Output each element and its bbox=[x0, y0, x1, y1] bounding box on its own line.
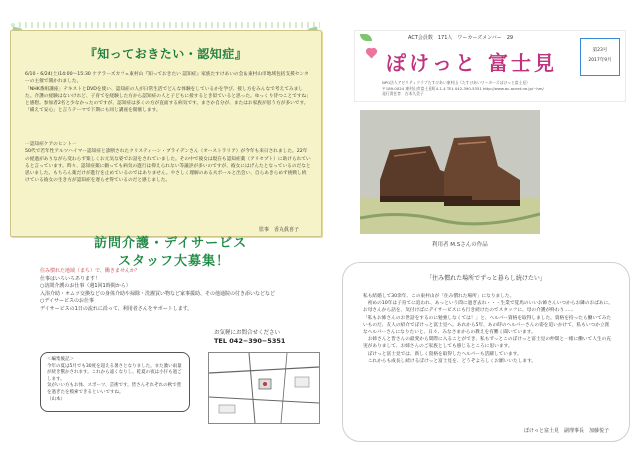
notice-title: 『知っておきたい・認知症』 bbox=[84, 47, 248, 61]
map-icon bbox=[209, 353, 319, 423]
leaf-icon bbox=[360, 34, 372, 41]
recruit-subtitle: スタッフ大募集！ bbox=[118, 254, 231, 269]
location-map bbox=[208, 352, 320, 424]
essay-signature: ぽけっと富士見 副理事長 加藤悦子 bbox=[523, 428, 609, 434]
editor-note-box bbox=[40, 352, 190, 412]
heart-icon bbox=[368, 50, 375, 57]
artwork-image bbox=[360, 110, 540, 234]
artwork-caption: 利用者 M.Sさんの作品 bbox=[432, 242, 488, 248]
recruit-section bbox=[40, 268, 300, 313]
recruit-body: 仕事はいろいろあります！ ○訪問介護のお仕事（週1回1時間から） 入浴介助・オムツ交換などの身体介助や掃除・洗濯買い物など家事援助、その他通院の付き添いなどなど ○デイサービスのお仕事 デイサービスの1日の流れに沿って、利用者さんをサポートします。 bbox=[40, 275, 276, 312]
issue-info-box bbox=[580, 38, 620, 76]
boots-painting-icon bbox=[360, 110, 540, 234]
contact-phone: TEL 042−390−5351 bbox=[214, 337, 286, 345]
recruit-lead: 住み慣れた地域（まち）で、働きませんか？ bbox=[40, 268, 140, 274]
dementia-notice-box bbox=[10, 30, 322, 237]
essay-body: 私も結婚して30余年、この東村山が「住み慣れた場所」になりました。 初めの10年は子育てに追われ、あっという間に過ぎ去れ・・・生業で覚馬のいいお姉さんいつからお隣のおばあに。お母さんから話を、気付けばにデイサービスにも行き続けたのでスタッフに、母の介護が終わり…… 「私もお姉さんのお世話をするのに勉強しなくては！」と、ヘルパー資格を取得しました。資格を持ったら働いてみたいものだ、友人の紹介でぽけっと富士見へ。あれから5年、あの時のヘルパーさんの姿を追いかけて、私もいつか立派なヘルパーさんになりたいと、日々、みなさまからの教えを有難く聞いています。 お姉さんと皆さんの最愛から間際に入ることができ、私もずっとこのぽけっと富士見の仲間と一緒に働いて人生の充実がありまして、お姉さんのご家族としても感じるところに思います。 ぽけっと富士見では、新しく資格を取得したヘルパーも活躍しています。 これからも成長し続けるぽけっと富士見を、どうぞよろしくお願いいたします。 bbox=[363, 294, 613, 364]
member-count: ACT会員数 171人 ワーカーズメンバー 29 bbox=[408, 35, 514, 41]
notice-body: 6/10・6/24(土)14:00〜15:30 ケアラーズカフェ東村山『知っておきたい 認知症』家族たすけあいの会＆東村山市地域包括支援センターの主催で開かれました。 「NHK番組講座」テキストとDVDを使い、認知症の人が日常生活でどんな体験をしているかを学び、接し方をみんなで考えてみました。介護の経験はないけれど、子育てを経験した方から認知症の人と子どもに接するとき似ていると思った。ゆっくり待つことですね」と感想。参加者2名と少なかったのですが、認知症は多くの方が直面する病気です。まさか自分が、またはお家族が思う方が多いです。「備えて安心」と言うテーマで下期にも同じ講座を開催します。 bbox=[25, 72, 311, 114]
notice-care-hint: 一認知症ケアのヒント一 50代で若年性アルツハイマー認知症と診断されたクリスティーン・ブライデンさん（オーストラリア）が今年も来日されました。22年の経過がありながら変わらず楽しくお元気な姿でお話をされていました。その中で彼女は現在も認知症薬（アリセプト）に助けられていると言っています。時々、認知症薬に頼っても病気の進行は抑えられない等議評が多いのですが、彼女にはげんたとなっているのだなと思いました。もちろん薬だけが進行を止めているのではありません。やさしく理解のある夫ポールと出会い、自らあきらめず挑戦し続けている彼女の生き方が認知症を遅らせ得ているのだと感じました。 bbox=[25, 142, 311, 184]
contact-label: お気軽にお問合せください bbox=[214, 330, 281, 336]
essay-title: 「住み慣れた場所でずっと暮らし続けたい」 bbox=[426, 275, 546, 282]
staff-essay-box bbox=[342, 262, 630, 442]
publisher-info: NPO法人アビリティクラブたすけあい東村山（たすけあいワーカーズぽけっと富士見） 〒189-0024 東村山市富士見町4-1-4 TEL 042-390-5351 http://www.ac-acnet.ne.jp/~hm/ 発行責任者 吉本久美子 bbox=[382, 80, 544, 96]
issue-number: 第23号 bbox=[592, 48, 608, 53]
newsletter-title: ぽけっと 富士見 bbox=[386, 51, 557, 75]
recruit-title: 訪問介護・デイサービス bbox=[94, 236, 248, 251]
notice-top-decoration bbox=[10, 22, 320, 28]
editor-note-text: ＜編集後記＞ 今年の夏は5月でも30度を超える暑さとなりました。また激い雨量が続き驚かされます。これから遠くなりし、乾夏の夜は小仔も過ごします。 気がいい方もお体、スポーツ、芸術です。皆さんそれぞれの秋で豊を過ぎたを模索できるといいですね。 （山本） bbox=[47, 357, 182, 402]
notice-signature: 監事 香丸眞喜子 bbox=[258, 227, 299, 233]
issue-date: 2017年9月 bbox=[588, 58, 612, 63]
